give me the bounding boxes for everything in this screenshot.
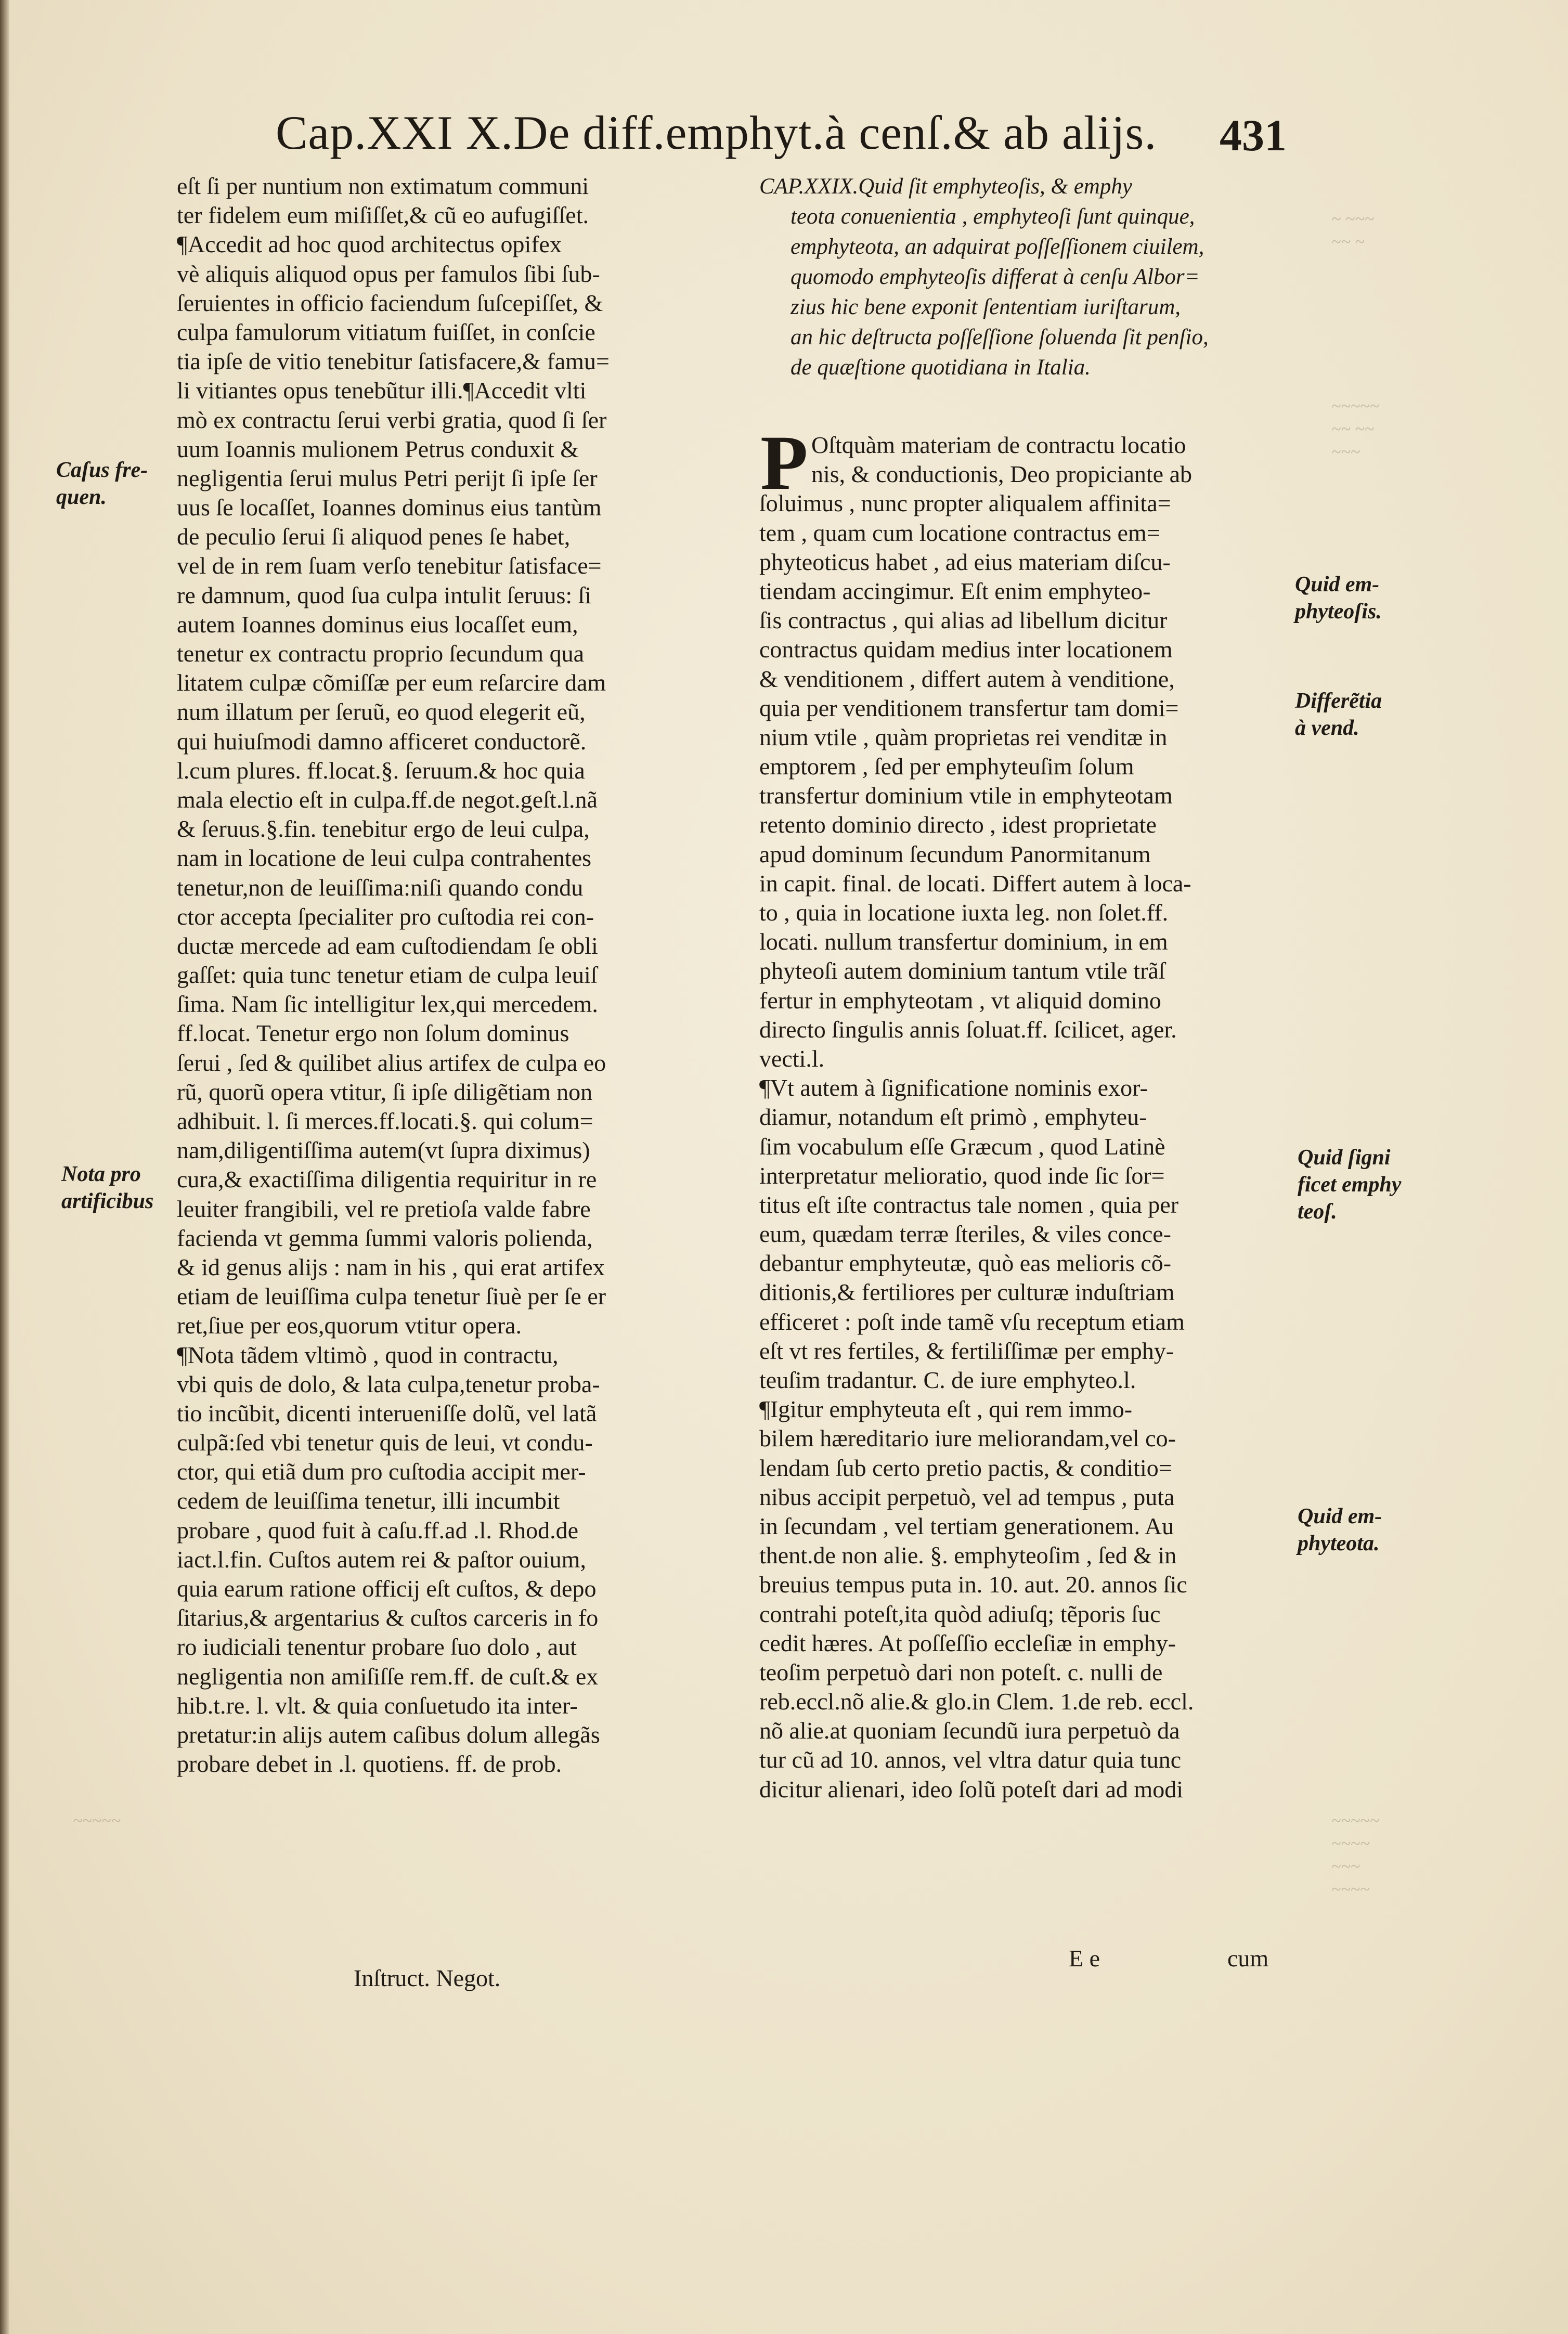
text-line: qui huiuſmodi damno afficeret conductorẽ. [177,728,587,755]
left-footer: Inſtruct. Negot. [354,1965,501,1991]
text-line: & id genus alijs : nam in his , qui erat artifex [177,1253,605,1280]
drop-cap-initial: P [760,420,808,506]
margin-note-quid-emphyteosis [1295,571,1382,625]
chapter-heading-line: emphyteota, an adquirat poſſeſſionem ciuilem, [791,235,1204,259]
text-line: retento dominio directo , idest proprietate [759,811,1157,838]
margin-note-line: Differẽtia [1295,689,1382,713]
text-line: contractus quidam medius inter locationem [759,636,1173,663]
text-line: cedit hæres. At poſſeſſio eccleſiæ in emphy- [759,1629,1176,1656]
chapter-heading-line: quomodo emphyteoſis differat à cenſu Albor= [791,265,1200,289]
margin-note-line: quen. [56,485,107,509]
margin-note-line: teoſ. [1298,1200,1337,1224]
text-line: breuius tempus puta in. 10. aut. 20. annos ſic [759,1571,1187,1598]
text-line: reb.eccl.nõ alie.& glo.in Clem. 1.de reb. eccl. [759,1688,1194,1715]
text-line: nis, & conductionis, Deo propiciante ab [811,461,1193,488]
text-line: ſeruientes in officio faciendum ſuſcepiſſet, & [177,289,603,316]
margin-note-casus [56,457,148,511]
text-line: ctor, qui etiã dum pro cuſtodia accipit mer- [177,1458,586,1485]
text-line: de peculio ſerui ſi aliquod penes ſe habet, [177,523,571,550]
margin-note-line: à vend. [1295,716,1359,740]
text-line: culpã:ſed vbi tenetur quis de leui, vt condu- [177,1429,593,1456]
text-line: quia earum ratione officij eſt cuſtos, & depo [177,1575,597,1602]
bleed-through-right-bottom: ~~~~~ ~~~~ ~~~ ~~~~ [1331,1811,1379,1899]
text-line: nam,diligentiſſima autem(vt ſupra diximus) [177,1137,590,1164]
chapter-heading-line: zius hic bene exponit ſententiam iuriſtarum, [791,295,1181,319]
text-line: rũ, quorũ opera vtitur, ſi ipſe diligẽtiam non [177,1078,593,1105]
text-line: hib.t.re. l. vlt. & quia conſuetudo ita inter- [177,1692,578,1719]
margin-note-line: phyteoſis. [1295,600,1382,624]
text-line: fertur in emphyteotam , vt aliquid domino [759,987,1161,1014]
text-line: eum, quædam terræ ſteriles, & viles conce- [759,1221,1171,1248]
text-line: ret,ſiue per eos,quorum vtitur opera. [177,1312,522,1339]
text-line: tia ipſe de vitio tenebitur ſatisfacere,& famu= [177,348,610,375]
chapter-heading-line: an hic deſtructa poſſeſſione ſoluenda ſit penſio, [791,325,1209,349]
text-line: apud dominum ſecundum Panormitanum [759,840,1151,867]
chapter-heading [759,172,1321,383]
text-line: uus ſe locaſſet, Ioannes dominus eius tantùm [177,494,602,521]
running-header: Cap.XXI X.De diff.emphyt.à cenſ.& ab alijs. [276,106,1157,159]
text-line: debantur emphyteutæ, quò eas melioris cõ- [759,1250,1172,1277]
catchword: cum [1227,1945,1269,1972]
text-line: interpretatur melioratio, quod inde ſic ſor= [759,1162,1165,1189]
text-line: probare , quod fuit à caſu.ff.ad .l. Rhod.de [177,1516,578,1544]
text-line: teoſim perpetuò dari non poteſt. c. nulli de [759,1658,1163,1685]
text-line: adhibuit. l. ſi merces.ff.locati.§. qui colum= [177,1108,593,1134]
bleed-through-left: ~~~~~ [73,1811,121,1831]
text-line: dicitur alienari, ideo ſolũ poteſt dari ad modi [759,1775,1183,1803]
text-line: li vitiantes opus tenebũtur illi.¶Accedit vlti [177,377,587,404]
text-line: ff.locat. Tenetur ergo non ſolum dominus [177,1020,569,1047]
text-line: tem , quam cum locatione contractus em= [759,519,1160,546]
text-line: to , quia in locatione iuxta leg. non ſolet.ff. [759,899,1169,926]
text-line: negligentia non amiſiſſe rem.ff. de cuſt.& ex [177,1663,599,1690]
margin-note-line: Quid em- [1298,1505,1382,1528]
text-line: ſis contractus , qui alias ad libellum dicitur [759,607,1168,634]
text-line: transfertur dominium vtile in emphyteotam [759,782,1173,809]
text-line: Oſtquàm materiam de contractu locatio [811,432,1186,458]
margin-note-line: Nota pro [61,1162,141,1186]
text-line: pretatur:in alijs autem caſibus dolum allegãs [177,1721,600,1748]
text-line: l.cum plures. ff.locat.§. ſeruum.& hoc quia [177,757,585,784]
text-line: autem Ioannes dominus eius locaſſet eum, [177,611,578,638]
text-line: ſitarius,& argentarius & cuſtos carceris in fo [177,1604,599,1631]
text-line: facienda vt gemma ſummi valoris polienda, [177,1224,593,1251]
text-line: ctor accepta ſpecialiter pro cuſtodia rei con- [177,903,594,930]
margin-note-line: Quid em- [1295,573,1380,597]
text-line: teuſim tradantur. C. de iure emphyteo.l. [759,1367,1136,1393]
text-line: emptorem , ſed per emphyteuſim ſolum [759,753,1134,780]
text-line: etiam de leuiſſima culpa tenetur ſiuè per ſe er [177,1283,606,1310]
text-line: quia per venditionem transfertur tam domi= [759,694,1179,721]
text-line: ſerui , ſed & quilibet alius artifex de culpa eo [177,1049,606,1076]
margin-note-line: artificibus [61,1189,154,1213]
text-line: nibus accipit perpetuò, vel ad tempus , puta [759,1483,1175,1510]
text-line: eſt vt res fertiles, & fertiliſſimæ per emphy- [759,1337,1174,1364]
chapter-heading-line: de quæſtione quotidiana in Italia. [791,355,1091,380]
text-line: iact.l.fin. Cuſtos autem rei & paſtor ouium, [177,1546,586,1573]
text-line: culpa famulorum vitiatum fuiſſet, in conſcie [177,318,595,345]
text-line: ſoluimus , nunc propter aliqualem affinita= [759,490,1171,517]
text-line: ter fidelem eum miſiſſet,& cũ eo aufugiſſet. [177,202,589,229]
text-line: ſima. Nam ſic intelligitur lex,qui mercedem. [177,991,598,1018]
text-line: titus eſt iſte contractus tale nomen , quia per [759,1191,1179,1218]
text-line: ditionis,& fertiliores per culturæ induſtriam [759,1279,1175,1306]
bleed-through-right-top: ​~ ~~~ ~~ ~ [1331,210,1375,252]
text-line: ſim vocabulum eſſe Græcum , quod Latinè [759,1133,1165,1160]
text-line: gaſſet: quia tunc tenetur etiam de culpa leuiſ [177,962,598,989]
margin-note-differentia [1295,688,1382,742]
text-line: cedem de leuiſſima tenetur, illi incumbit [177,1487,560,1514]
text-line: in capit. final. de locati. Differt autem à loca- [759,870,1191,897]
text-line: ¶Accedit ad hoc quod architectus opifex [177,231,562,258]
text-line: lendam ſub certo pretio pactis, & conditio= [759,1454,1172,1481]
left-text-column [177,172,728,1779]
text-line: re damnum, quod ſua culpa intulit ſeruus: ſi [177,581,592,608]
right-text-column [759,431,1321,1804]
text-line: vbi quis de dolo, & lata culpa,tenetur proba- [177,1370,600,1397]
text-line: thent.de non alie. §. emphyteoſim , ſed & in [759,1542,1177,1569]
text-line: tiendam accingimur. Eſt enim emphyteo- [759,577,1151,604]
text-line: num illatum per ſeruũ, eo quod elegerit eũ, [177,698,586,725]
text-line: probare debet in .l. quotiens. ff. de prob. [177,1750,562,1778]
page-number: 431 [1220,110,1287,160]
margin-note-quid-emphyteota [1298,1503,1382,1557]
text-line: ¶Vt autem à ſignificatione nominis exor- [759,1074,1148,1101]
text-line: nium vtile , quàm proprietas rei venditæ in [759,723,1168,750]
margin-note-quid-significet [1298,1144,1401,1225]
text-line: ¶Nota tãdem vltimò , quod in contractu, [177,1341,559,1368]
text-line: ro iudiciali tenentur probare ſuo dolo , aut [177,1633,577,1661]
text-line: litatem culpæ cõmiſſæ per eum reſarcire dam [177,669,606,696]
text-line: eſt ſi per nuntium non extimatum communi [177,173,589,199]
text-line: efficeret : poſt inde tamẽ vſu receptum etiam [759,1308,1185,1335]
text-line: tenetur,non de leuiſſima:niſi quando condu [177,874,584,901]
text-line: phyteoſi autem dominium tantum vtile trãſ [759,957,1165,984]
text-line: bilem hæreditario iure meliorandam,vel co- [759,1425,1176,1452]
text-line: directo ſingulis annis ſoluat.ff. ſcilicet, ager. [759,1016,1177,1043]
text-line: contrahi poteſt,ita quòd adiuſq; tẽporis ſuc [759,1600,1161,1627]
text-line: nõ alie.at quoniam ſecundũ iura perpetuò da [759,1717,1180,1744]
text-line: locati. nullum transfertur dominium, in em [759,928,1168,955]
text-line: vecti.l. [759,1045,825,1072]
text-line: & venditionem , differt autem à venditione, [759,665,1175,692]
margin-note-line: Quid ſigni [1298,1146,1391,1170]
text-line: vè aliquis aliquod opus per famulos ſibi ſub- [177,260,600,287]
chapter-heading-line: teota conuenientia , emphyteoſi ſunt quinque, [791,204,1195,229]
text-line: negligentia ſerui mulus Petri perijt ſi ipſe ſer [177,464,598,491]
text-line: tenetur ex contractu proprio ſecundum qua [177,640,584,667]
chapter-heading-line: CAP.XXIX.Quid ſit emphyteoſis, & emphy [759,174,1132,199]
text-line: cura,& exactiſſima diligentia requiritur in re [177,1166,597,1193]
text-line: tur cũ ad 10. annos, vel vltra datur quia tunc [759,1746,1182,1773]
text-line: leuiter frangibili, vel re pretioſa valde fabre [177,1195,591,1222]
text-line: ductæ mercede ad eam cuſtodiendam ſe obli [177,932,598,959]
text-line: uum Ioannis mulionem Petrus conduxit & [177,435,579,462]
text-line: mala electio eſt in culpa.ff.de negot.geſt.l.nã [177,786,598,813]
text-line: in ſecundam , vel tertiam generationem. Au [759,1512,1174,1539]
text-line: mò ex contractu ſerui verbi gratia, quod ſi ſer [177,406,607,433]
text-line: & ſeruus.§.fin. tenebitur ergo de leui culpa, [177,815,590,842]
text-line: phyteoticus habet , ad eius materiam diſcu- [759,548,1171,575]
text-line: ¶Igitur emphyteuta eſt , qui rem immo- [759,1396,1133,1423]
text-line: diamur, notandum eſt primò , emphyteu- [759,1104,1147,1131]
margin-note-line: Caſus fre- [56,458,148,482]
margin-note-nota [61,1161,153,1215]
text-line: nam in locatione de leui culpa contrahentes [177,845,592,872]
text-line: tio incũbit, dicenti interueniſſe dolũ, vel latã [177,1399,597,1427]
bleed-through-right-mid: ~~~~~ ~~ ~~ ~~~ [1331,397,1379,462]
text-line: vel de in rem ſuam verſo tenebitur ſatisface= [177,552,602,579]
margin-note-line: phyteota. [1298,1532,1380,1555]
margin-note-line: ficet emphy [1298,1173,1402,1197]
signature-mark: E e [1069,1945,1100,1972]
